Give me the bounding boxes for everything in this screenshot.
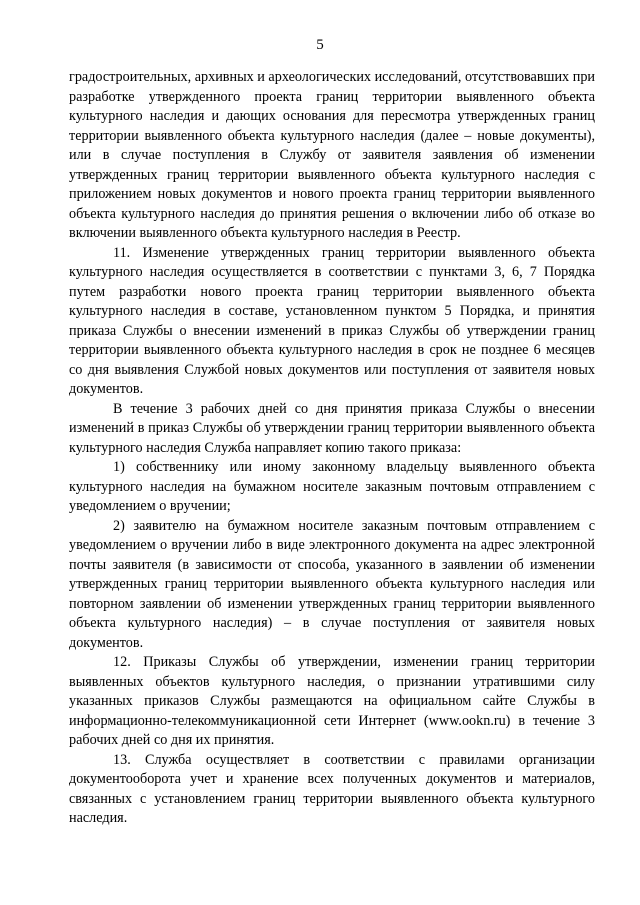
paragraph-13: 13. Служба осуществляет в соответствии с правилами организации документооборота учет и хранение всех полученных документов и материалов, связанных с установлением границ территории выявленного объекта культурного наследия. (69, 751, 595, 826)
list-item-owner: 1) собственнику или иному законному владельцу выявленного объекта культурного наследия на бумажном носителе заказным почтовым отправлением с уведомлением о вручении; (69, 459, 595, 514)
paragraph-copy-distribution: В течение 3 рабочих дней со дня принятия приказа Службы о внесении изменений в приказ Службы об утверждении границ территории выявленного объекта культурного наследия Служба направляет копию такого приказа: (69, 400, 595, 456)
list-item-applicant: 2) заявителю на бумажном носителе заказным почтовым отправлением с уведомлением о вручении либо в виде электронного документа на адрес электронной почты заявителя (в зависимости от способа, указанного в заявлении об изменении утвержденных границ территории выявленного объекта культурного наследия или повторном заявлении об изменении утвержденных границ территории выявленного объекта культурного наследия) – в случае поступления от заявителя новых документов. (69, 517, 595, 651)
document-body (69, 68, 595, 829)
paragraph-12: 12. Приказы Службы об утверждении, изменении границ территории выявленных объектов культурного наследия, о признании утратившими силу указанных приказов Службы размещаются на официальном сайте Службы в информационно-телекоммуникационной сети Интернет (www.ookn.ru) в течение 3 рабочих дней со дня их принятия. (69, 654, 595, 748)
page-number: 5 (316, 37, 324, 53)
paragraph-continuation: градостроительных, архивных и археологических исследований, отсутствовавших при разработке утвержденного проекта границ территории выявленного объекта культурного наследия и дающих основания для пересмотра утвержденных границ территории выявленного объекта культурного наследия (далее – новые документы), или в случае поступления в Службу от заявителя заявления об изменении утвержденных границ территории выявленного объекта культурного наследия с приложением новых документов и нового проекта границ территории выявленного объекта культурного наследия до принятия решения о включении либо об отказе во включении выявленного объекта культурного наследия в Реестр. (69, 69, 595, 241)
paragraph-11: 11. Изменение утвержденных границ территории выявленного объекта культурного наследия осуществляется в соответствии с пунктами 3, 6, 7 Порядка путем разработки нового проекта границ территории выявленного объекта культурного наследия в составе, установленном пунктом 5 Порядка, и принятия приказа Службы о внесении изменений в приказ Службы об утверждении границ территории выявленного объекта культурного наследия в срок не позднее 6 месяцев со дня выявления Службой новых документов или поступления от заявителя новых документов. (69, 244, 595, 397)
